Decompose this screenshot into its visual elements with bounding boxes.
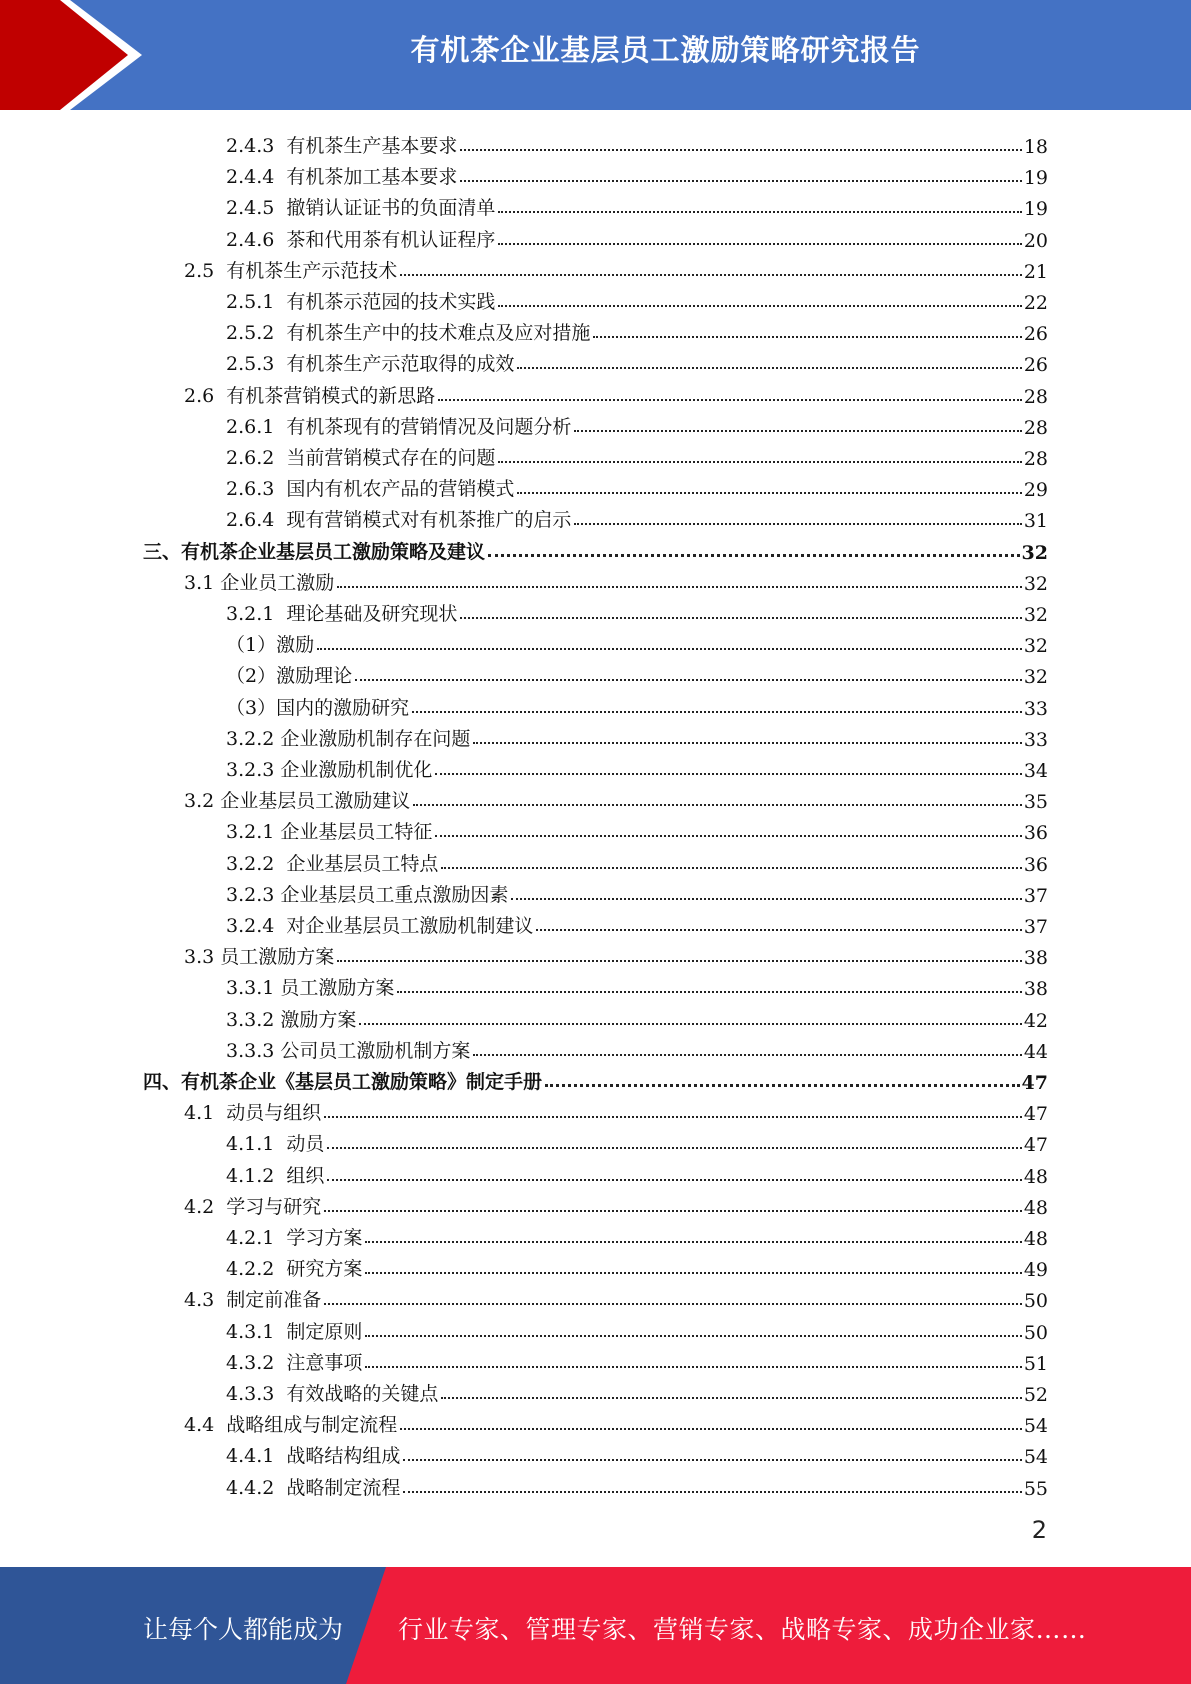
toc-entry-page: 47 (1023, 1134, 1048, 1157)
toc-entry[interactable] (226, 127, 1048, 158)
toc-leader-dots (536, 929, 1021, 931)
toc-entry-page: 36 (1023, 853, 1048, 876)
toc-entry-label: 2.6.4 现有营销模式对有机茶推广的启示 (226, 509, 572, 532)
toc-entry[interactable] (226, 969, 1048, 1000)
toc-entry-label: 3.2.1 理论基础及研究现状 (226, 603, 458, 625)
toc-entry-page: 48 (1023, 1228, 1048, 1250)
footer-slogan-right: 行业专家、管理专家、营销专家、战略专家、成功企业家…… (398, 1615, 1087, 1644)
toc-entry-page: 38 (1023, 947, 1048, 970)
toc-entry[interactable] (226, 626, 1048, 657)
toc-entry-page: 31 (1023, 510, 1048, 533)
toc-leader-dots (365, 1335, 1021, 1337)
toc-leader-dots (355, 679, 1022, 681)
toc-entry-page: 49 (1023, 1259, 1048, 1282)
toc-entry-label: 2.5 有机茶生产示范技术 (184, 259, 398, 282)
toc-entry-page: 37 (1023, 884, 1048, 907)
toc-entry-page: 32 (1023, 604, 1048, 626)
toc-entry[interactable] (226, 1344, 1048, 1375)
toc-entry[interactable] (226, 189, 1048, 220)
red-chevron-decoration (0, 0, 160, 110)
toc-entry[interactable] (226, 501, 1048, 532)
toc-entry[interactable] (226, 408, 1048, 439)
toc-entry[interactable] (184, 782, 1048, 813)
toc-entry[interactable] (184, 1094, 1048, 1125)
toc-entry-label: 2.5.2 有机茶生产中的技术难点及应对措施 (226, 322, 591, 345)
toc-entry[interactable] (184, 1281, 1048, 1312)
toc-entry-label: 4.3.3 有效战略的关键点 (226, 1383, 439, 1405)
toc-entry-label: 4.4 战略组成与制定流程 (184, 1414, 398, 1437)
toc-entry[interactable] (226, 221, 1048, 252)
toc-entry-page: 22 (1023, 292, 1048, 314)
toc-entry-label: 3.2 企业基层员工激励建议 (184, 790, 411, 813)
toc-entry-label: 2.6.1 有机茶现有的营销情况及问题分析 (226, 415, 572, 438)
toc-entry-label: 4.3.1 制定原则 (226, 1320, 363, 1343)
toc-entry[interactable] (226, 1001, 1048, 1032)
toc-entry-label: 3.2.4 对企业基层员工激励机制建议 (226, 915, 534, 937)
toc-entry-page: 50 (1023, 1321, 1048, 1344)
toc-leader-dots (498, 461, 1021, 463)
toc-entry-page: 36 (1023, 822, 1048, 845)
toc-leader-dots (327, 1147, 1021, 1149)
toc-entry-page: 54 (1023, 1415, 1048, 1438)
toc-entry-page: 18 (1023, 136, 1048, 158)
toc-entry[interactable] (226, 1157, 1048, 1188)
toc-entry-page: 28 (1023, 385, 1048, 408)
toc-leader-dots (397, 991, 1021, 993)
toc-entry-label: 4.1 动员与组织 (184, 1102, 322, 1125)
toc-entry-page: 26 (1023, 354, 1048, 377)
toc-entry-page: 28 (1023, 416, 1048, 439)
toc-entry-page: 47 (1023, 1103, 1048, 1126)
toc-leader-dots (545, 1084, 1020, 1087)
toc-entry-label: 4.1.1 动员 (226, 1133, 325, 1156)
toc-entry-label: 4.4.1 战略结构组成 (226, 1445, 401, 1468)
toc-entry-page: 32 (1021, 541, 1048, 564)
toc-leader-dots (488, 554, 1020, 557)
toc-entry[interactable] (226, 314, 1048, 345)
toc-entry[interactable] (184, 1406, 1048, 1437)
toc-entry-page: 47 (1021, 1072, 1048, 1094)
toc-entry-page: 55 (1023, 1477, 1048, 1500)
toc-entry[interactable] (184, 1188, 1048, 1219)
toc-entry[interactable] (226, 876, 1048, 907)
toc-entry-label: 4.3 制定前准备 (184, 1289, 322, 1312)
toc-entry-page: 48 (1023, 1165, 1048, 1188)
toc-leader-dots (498, 243, 1021, 245)
toc-entry-label: 2.4.3 有机茶生产基本要求 (226, 135, 458, 157)
toc-entry-page: 51 (1023, 1352, 1048, 1375)
toc-entry[interactable] (226, 720, 1048, 751)
toc-entry-label: 3.3 员工激励方案 (184, 946, 335, 969)
toc-entry-label: （2）激励理论 (226, 665, 353, 688)
toc-entry-label: 3.2.1 企业基层员工特征 (226, 821, 433, 844)
toc-leader-dots (337, 960, 1022, 962)
toc-leader-dots (473, 742, 1021, 744)
toc-leader-dots (365, 1272, 1021, 1274)
toc-entry[interactable] (226, 845, 1048, 876)
toc-entry-label: 4.4.2 战略制定流程 (226, 1476, 401, 1499)
toc-entry[interactable] (226, 813, 1048, 844)
toc-entry-page: 42 (1023, 1009, 1048, 1032)
toc-entry[interactable] (226, 345, 1048, 376)
toc-entry-page: 19 (1023, 198, 1048, 221)
toc-entry-page: 48 (1023, 1196, 1048, 1219)
toc-leader-dots (460, 617, 1021, 619)
toc-leader-dots (435, 773, 1021, 775)
toc-entry-page: 20 (1023, 229, 1048, 252)
toc-leader-dots (574, 523, 1021, 525)
toc-entry-page: 33 (1023, 728, 1048, 751)
toc-leader-dots (574, 430, 1021, 432)
toc-entry[interactable] (226, 751, 1048, 782)
toc-entry[interactable] (226, 1437, 1048, 1468)
toc-leader-dots (413, 804, 1022, 806)
toc-entry-label: 3.2.2 企业基层员工特点 (226, 852, 439, 875)
toc-entry[interactable] (226, 470, 1048, 501)
toc-leader-dots (337, 586, 1022, 588)
toc-entry-label: 四、有机茶企业《基层员工激励策略》制定手册 (143, 1071, 543, 1093)
toc-entry[interactable] (226, 1032, 1048, 1063)
footer-slogan-left: 让每个人都能成为 (143, 1615, 344, 1644)
toc-entry-label: 3.2.2 企业激励机制存在问题 (226, 727, 471, 750)
toc-leader-dots (359, 1023, 1021, 1025)
toc-entry-label: 2.5.1 有机茶示范园的技术实践 (226, 291, 496, 313)
toc-entry-label: 4.3.2 注意事项 (226, 1351, 363, 1374)
toc-leader-dots (327, 1179, 1021, 1181)
toc-leader-dots (511, 898, 1021, 900)
page-header (0, 0, 1191, 110)
toc-entry-page: 52 (1023, 1384, 1048, 1406)
toc-leader-dots (498, 211, 1021, 213)
toc-entry[interactable] (226, 439, 1048, 470)
toc-entry[interactable] (226, 1125, 1048, 1156)
toc-entry-label: 3.3.3 公司员工激励机制方案 (226, 1039, 471, 1062)
toc-entry-page: 32 (1023, 635, 1048, 658)
toc-leader-dots (473, 1054, 1021, 1056)
toc-entry-label: （3）国内的激励研究 (226, 696, 410, 719)
toc-entry-label: 3.3.1 员工激励方案 (226, 977, 395, 1000)
toc-entry-label: 4.2.2 研究方案 (226, 1258, 363, 1281)
toc-entry[interactable] (184, 564, 1048, 595)
toc-entry-label: 2.4.5 撤销认证证书的负面清单 (226, 197, 496, 220)
toc-entry[interactable] (226, 1219, 1048, 1250)
toc-entry-page: 44 (1023, 1040, 1048, 1063)
toc-entry-label: （1）激励 (226, 634, 315, 657)
toc-leader-dots (460, 180, 1021, 182)
toc-entry-label: 2.6 有机茶营销模式的新思路 (184, 384, 436, 407)
toc-leader-dots (441, 1397, 1021, 1399)
toc-entry-label: 3.2.3 企业基层员工重点激励因素 (226, 883, 509, 906)
toc-entry[interactable] (226, 1469, 1048, 1500)
toc-entry-label: 3.2.3 企业激励机制优化 (226, 759, 433, 781)
toc-entry-label: 2.5.3 有机茶生产示范取得的成效 (226, 353, 515, 376)
toc-entry[interactable] (184, 377, 1048, 408)
toc-entry-page: 32 (1023, 666, 1048, 689)
toc-leader-dots (441, 867, 1021, 869)
toc-leader-dots (365, 1366, 1021, 1368)
toc-entry-page: 29 (1023, 479, 1048, 502)
toc-leader-dots (517, 367, 1021, 369)
toc-entry-page: 50 (1023, 1290, 1048, 1313)
toc-leader-dots (365, 1241, 1021, 1243)
toc-leader-dots (593, 336, 1021, 338)
toc-entry-page: 54 (1023, 1446, 1048, 1469)
toc-leader-dots (412, 711, 1022, 713)
toc-entry-page: 28 (1023, 448, 1048, 470)
toc-entry-page: 35 (1023, 791, 1048, 814)
toc-entry[interactable] (226, 1313, 1048, 1344)
toc-entry[interactable] (184, 938, 1048, 969)
toc-entry-label: 3.3.2 激励方案 (226, 1008, 357, 1031)
toc-leader-dots (460, 149, 1021, 151)
toc-leader-dots (400, 1428, 1022, 1430)
toc-entry-page: 37 (1023, 916, 1048, 938)
toc-entry-label: 2.4.6 茶和代用茶有机认证程序 (226, 228, 496, 251)
toc-entry-label: 2.4.4 有机茶加工基本要求 (226, 166, 458, 189)
toc-leader-dots (317, 648, 1022, 650)
toc-entry[interactable] (226, 283, 1048, 314)
toc-entry[interactable] (226, 1375, 1048, 1406)
toc-leader-dots (438, 399, 1022, 401)
toc-entry-label: 3.1 企业员工激励 (184, 571, 335, 594)
toc-entry[interactable] (143, 533, 1048, 564)
toc-entry-page: 26 (1023, 323, 1048, 346)
toc-entry-page: 38 (1023, 978, 1048, 1001)
toc-entry[interactable] (226, 689, 1048, 720)
toc-entry-label: 4.2 学习与研究 (184, 1195, 322, 1218)
toc-entry[interactable] (226, 907, 1048, 938)
toc-entry-page: 32 (1023, 572, 1048, 595)
toc-entry-page: 21 (1023, 260, 1048, 283)
toc-leader-dots (435, 835, 1021, 837)
toc-leader-dots (517, 492, 1021, 494)
toc-entry[interactable] (226, 1250, 1048, 1281)
toc-entry[interactable] (184, 252, 1048, 283)
toc-entry[interactable] (226, 595, 1048, 626)
toc-leader-dots (403, 1459, 1021, 1461)
toc-entry-page: 33 (1023, 697, 1048, 720)
toc-entry-label: 三、有机茶企业基层员工激励策略及建议 (143, 540, 486, 563)
toc-entry-label: 2.6.3 国内有机农产品的营销模式 (226, 478, 515, 501)
toc-leader-dots (324, 1116, 1022, 1118)
toc-entry-label: 4.2.1 学习方案 (226, 1227, 363, 1249)
toc-leader-dots (400, 274, 1022, 276)
toc-leader-dots (324, 1210, 1022, 1212)
toc-entry-page: 34 (1023, 760, 1048, 782)
toc-leader-dots (324, 1303, 1022, 1305)
toc-leader-dots (498, 305, 1021, 307)
toc-entry-page: 19 (1023, 167, 1048, 190)
toc-entry-label: 2.6.2 当前营销模式存在的问题 (226, 447, 496, 469)
toc-entry[interactable] (226, 158, 1048, 189)
report-title: 有机茶企业基层员工激励策略研究报告 (410, 33, 921, 67)
toc-leader-dots (403, 1491, 1021, 1493)
toc-entry[interactable] (143, 1063, 1048, 1094)
toc-entry[interactable] (226, 657, 1048, 688)
toc-entry-label: 4.1.2 组织 (226, 1164, 325, 1187)
page-number: 2 (1031, 1516, 1047, 1544)
